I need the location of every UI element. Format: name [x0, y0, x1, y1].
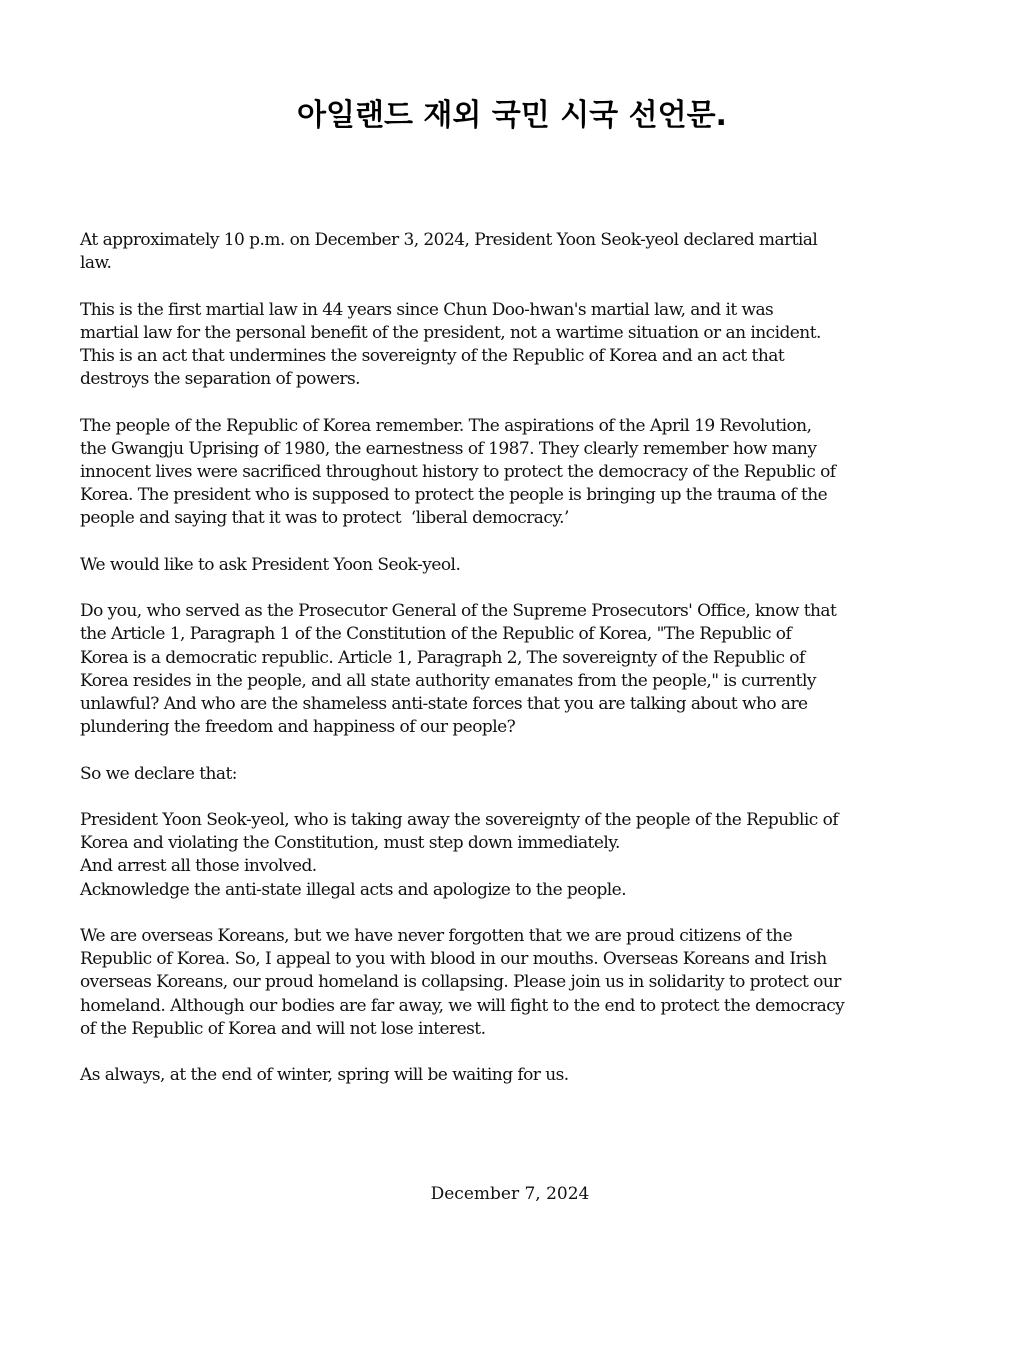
text-line: We are overseas Koreans, but we have never forgotten that we are proud citizens of the — [80, 925, 793, 946]
text-line: This is an act that undermines the sovereignty of the Republic of Korea and an act that — [80, 346, 785, 366]
text-line: law. — [80, 253, 112, 274]
paragraph-constitution-question — [80, 600, 950, 739]
paragraph-ask-president — [80, 554, 950, 577]
text-line: overseas Koreans, our proud homeland is collapsing. Please join us in solidarity to protect our — [80, 972, 841, 993]
paragraph-people-remember — [80, 415, 950, 531]
text-line: martial law for the personal benefit of the president, not a wartime situation or an incident. — [80, 322, 821, 343]
document-date: December 7, 2024 — [430, 1184, 590, 1204]
text-line: Korea and violating the Constitution, must step down immediately. — [80, 833, 620, 854]
text-line: the Article 1, Paragraph 1 of the Constitution of the Republic of Korea, "The Republic of — [80, 624, 792, 645]
paragraph-first-martial-law — [80, 299, 950, 392]
text-line: President Yoon Seok-yeol, who is taking away the sovereignty of the people of the Republic of — [80, 809, 839, 830]
text-line: destroys the separation of powers. — [80, 369, 360, 390]
text-line: At approximately 10 p.m. on December 3, 2024, President Yoon Seok-yeol declared martial — [80, 230, 818, 250]
text-line: homeland. Although our bodies are far away, we will fight to the end to protect the democracy — [80, 995, 845, 1016]
document-body — [80, 229, 950, 1111]
text-line: We would like to ask President Yoon Seok-yeol. — [80, 554, 461, 575]
text-line: Do you, who served as the Prosecutor General of the Supreme Prosecutors' Office, know that — [80, 601, 837, 622]
paragraph-demands — [80, 809, 950, 902]
text-line: plundering the freedom and happiness of our people? — [80, 717, 516, 738]
text-line: Republic of Korea. So, I appeal to you with blood in our mouths. Overseas Koreans and Irish — [80, 949, 827, 970]
text-line: people and saying that it was to protect ‘liberal democracy.’ — [80, 508, 569, 529]
text-line: Korea. The president who is supposed to protect the people is bringing up the trauma of the — [80, 485, 828, 506]
paragraph-closing — [80, 1064, 950, 1087]
text-line: of the Republic of Korea and will not lose interest. — [80, 1018, 486, 1039]
paragraph-martial-law-declared — [80, 229, 950, 275]
text-line: The people of the Republic of Korea remember. The aspirations of the April 19 Revolution, — [80, 415, 812, 436]
paragraph-we-declare — [80, 763, 950, 786]
text-line: Acknowledge the anti-state illegal acts and apologize to the people. — [80, 879, 627, 900]
text-line: So we declare that: — [80, 763, 237, 784]
document-title: 아일랜드 재외 국민 시국 선언문. — [297, 98, 727, 133]
text-line: the Gwangju Uprising of 1980, the earnestness of 1987. They clearly remember how many — [80, 438, 817, 459]
text-line: As always, at the end of winter, spring will be waiting for us. — [80, 1065, 569, 1086]
text-line: Korea is a democratic republic. Article 1, Paragraph 2, The sovereignty of the Republic of — [80, 647, 805, 668]
text-line: unlawful? And who are the shameless anti-state forces that you are talking about who are — [80, 694, 808, 714]
text-line: And arrest all those involved. — [80, 856, 317, 877]
text-line: innocent lives were sacrificed throughout history to protect the democracy of the Republic of — [80, 462, 836, 482]
paragraph-overseas-koreans — [80, 925, 950, 1041]
text-line: Korea resides in the people, and all state authority emanates from the people," is currently — [80, 670, 816, 691]
text-line: This is the first martial law in 44 years since Chun Doo-hwan's martial law, and it was — [80, 299, 774, 320]
